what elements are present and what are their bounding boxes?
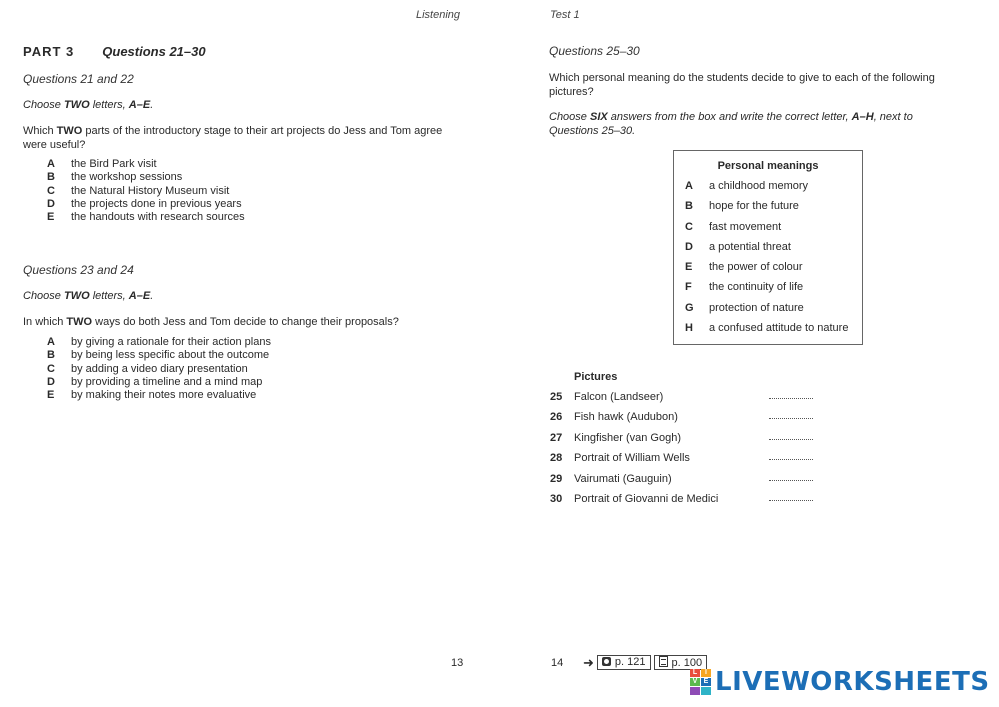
answer-blank-27[interactable] xyxy=(769,439,813,440)
meanings-box xyxy=(673,150,863,345)
answer-blank-28[interactable] xyxy=(769,459,813,460)
page-references xyxy=(583,655,707,670)
picture-row: 27 Kingfisher (van Gogh) xyxy=(550,431,820,451)
pictures-title: Pictures xyxy=(574,371,618,383)
meaning-item: H a confused attitude to nature xyxy=(685,322,849,335)
page-number-right: 14 xyxy=(551,657,564,669)
meanings-list xyxy=(674,176,862,338)
option-item[interactable]: C the Natural History Museum visit xyxy=(47,184,230,197)
logo-text: LIVEWORKSHEETS xyxy=(715,667,990,697)
answer-blank-29[interactable] xyxy=(769,480,813,481)
answer-blank-26[interactable] xyxy=(769,418,813,419)
arrow-right-icon: ➜ xyxy=(583,654,594,670)
option-item[interactable]: A the Bird Park visit xyxy=(47,158,157,170)
meaning-item: E the power of colour xyxy=(685,261,803,274)
section2-title: Questions 23 and 24 xyxy=(23,263,134,277)
meaning-item: D a potential threat xyxy=(685,240,791,253)
liveworksheets-logo xyxy=(690,668,990,696)
option-item[interactable]: E by making their notes more evaluative xyxy=(47,389,257,402)
part-heading xyxy=(23,44,206,59)
meaning-item: C fast movement xyxy=(685,220,782,233)
option-item[interactable]: E the handouts with research sources xyxy=(47,211,245,224)
option-item[interactable]: B the workshop sessions xyxy=(47,171,183,184)
running-header-right: Test 1 xyxy=(550,9,580,21)
picture-row: 29 Vairumati (Gauguin) xyxy=(550,472,820,492)
meaning-item: B hope for the future xyxy=(685,200,799,213)
section1-question: Which TWO parts of the introductory stage to their art projects do Jess and Tom agree were useful? xyxy=(23,125,443,151)
answer-blank-30[interactable] xyxy=(769,500,813,501)
meaning-item: A a childhood memory xyxy=(685,180,809,192)
meaning-item: G protection of nature xyxy=(685,301,804,314)
logo-mark-icon: L I V E xyxy=(690,669,711,695)
audio-script-reference[interactable]: p. 121 xyxy=(597,655,651,670)
meaning-item: F the continuity of life xyxy=(685,281,804,294)
audio-icon xyxy=(602,657,611,666)
right-section-title: Questions 25–30 xyxy=(549,44,640,58)
picture-row: 28 Portrait of William Wells xyxy=(550,451,820,471)
option-item[interactable]: D the projects done in previous years xyxy=(47,197,242,210)
section2-question: In which TWO ways do both Jess and Tom decide to change their proposals? xyxy=(23,316,399,328)
option-item[interactable]: D by providing a timeline and a mind map xyxy=(47,375,263,388)
section2-instruction: Choose TWO letters, A–E. xyxy=(23,290,154,302)
answer-blank-25[interactable] xyxy=(769,398,813,399)
right-instruction: Choose SIX answers from the box and write the correct letter, A–H, next to Questions 25–30. xyxy=(549,111,913,137)
section1-title: Questions 21 and 22 xyxy=(23,72,134,86)
part-questions: Questions 21–30 xyxy=(102,44,206,59)
document-icon xyxy=(659,656,668,667)
section1-instruction: Choose TWO letters, A–E. xyxy=(23,99,154,111)
option-item[interactable]: A by giving a rationale for their action plans xyxy=(47,336,271,348)
section1-options xyxy=(47,158,245,224)
picture-row: 30 Portrait of Giovanni de Medici xyxy=(550,492,820,512)
meanings-box-title: Personal meanings xyxy=(717,160,819,172)
running-header-left: Listening xyxy=(416,9,461,21)
answer-key-reference[interactable]: p. 100 xyxy=(654,655,708,670)
option-item[interactable]: C by adding a video diary presentation xyxy=(47,362,248,375)
picture-row: 25 Falcon (Landseer) xyxy=(550,390,820,410)
part-label: PART 3 xyxy=(23,44,75,59)
page-number-left: 13 xyxy=(451,657,464,669)
section2-options xyxy=(47,336,271,402)
option-item[interactable]: B by being less specific about the outcome xyxy=(47,349,270,362)
picture-row: 26 Fish hawk (Audubon) xyxy=(550,410,820,430)
right-question: Which personal meaning do the students decide to give to each of the following pictures? xyxy=(549,72,935,98)
